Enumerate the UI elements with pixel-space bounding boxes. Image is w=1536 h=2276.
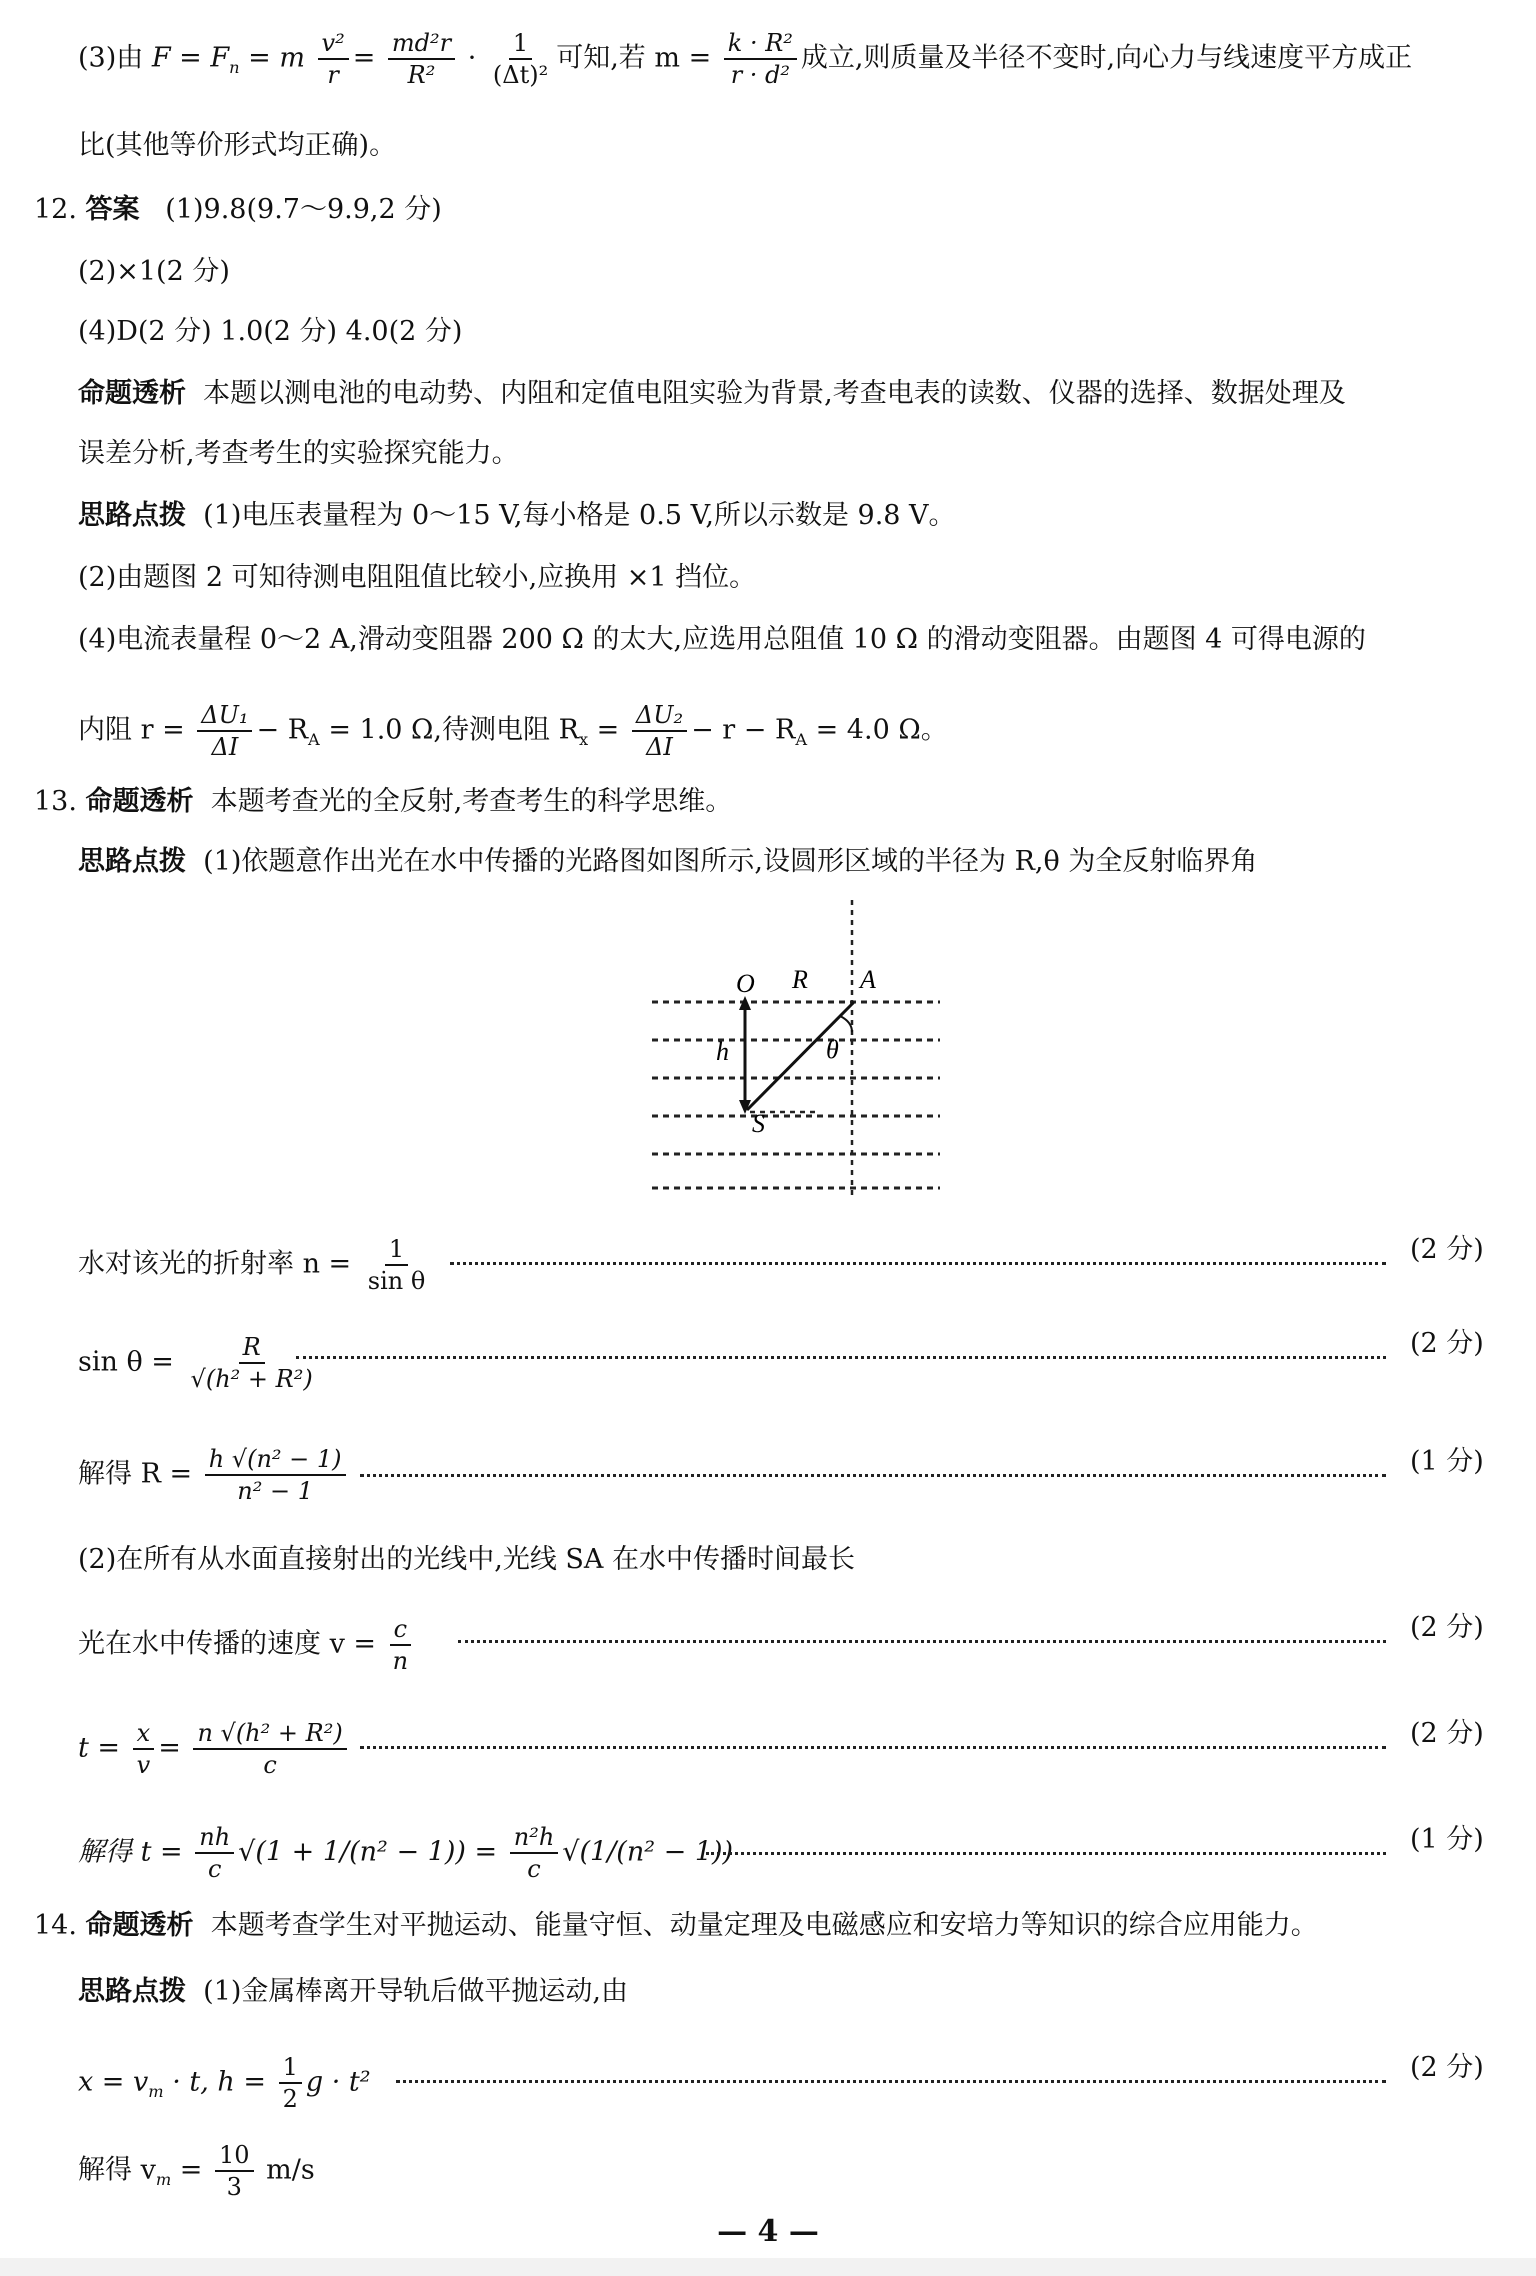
q14-hint-1 [78,1974,628,2010]
text: F = F [151,42,230,74]
answer-label: 答案 [85,194,140,225]
denominator: √(h² + R²) [190,1365,313,1393]
question-number: 14. [34,1910,77,1941]
q12-analysis-line2: 误差分析,考查考生的实验探究能力。 [78,438,519,469]
q13-eq-time [78,1718,351,1780]
q13-eq-refractive-index [78,1234,433,1296]
q12-hint-4-formula [78,700,948,762]
analysis-text: 本题考查学生对平抛运动、能量守恒、动量定理及电磁感应和安培力等知识的综合应用能力。 [210,1910,1318,1941]
numerator: 1 [509,28,532,60]
fraction [205,1444,346,1506]
denominator: c [207,1855,222,1883]
angle-arc [840,1016,852,1032]
fraction [724,28,797,90]
subscript: A [308,729,320,749]
text: t = [78,1732,121,1764]
numerator: n²h [510,1822,559,1854]
numerator: k · R² [724,28,797,60]
analysis-label: 命题透析 [78,378,186,409]
numerator: v² [318,28,349,60]
radical: √(1/(n² − 1)) [562,1836,734,1868]
answer-part1: (1)9.8(9.7～9.9,2 分) [165,194,442,225]
q12-hint-4: (4)电流表量程 0～2 A,滑动变阻器 200 Ω 的太大,应选用总阻值 10 Ω 的滑动变阻器。由题图 4 可得电源的 [78,624,1366,655]
water-layer-lines [652,1002,940,1188]
dotted-leader [360,1746,1386,1749]
denominator: 3 [226,2173,242,2201]
q12-hint-2: (2)由题图 2 可知待测电阻阻值比较小,应换用 ×1 挡位。 [78,562,757,593]
q14-analysis [34,1908,1318,1944]
text: − r − R [691,714,796,746]
text: 解得 t = [78,1836,183,1868]
denominator: r [327,61,339,89]
denominator: n [392,1647,409,1675]
denominator: n² − 1 [237,1477,313,1505]
fraction [187,1332,317,1394]
dotted-leader [458,1640,1386,1643]
denominator: R² [407,61,436,89]
hint-text: (1)依题意作出光在水中传播的光路图如图所示,设圆形区域的半径为 R,θ 为全反射临界角 [203,846,1258,877]
text: = [158,1732,181,1764]
dotted-leader [296,1356,1386,1359]
numerator: h √(n² − 1) [205,1444,346,1476]
subscript: m [155,2169,172,2189]
denominator: v [136,1751,151,1779]
q14-eq-solve-vm [78,2140,315,2202]
hint-text: (1)金属棒离开导轨后做平抛运动,由 [203,1976,628,2007]
question-number: 13. [34,786,77,817]
text: = m [239,42,305,74]
denominator: ΔI [646,733,673,761]
denominator: 2 [282,2085,298,2113]
numerator: ΔU₂ [632,700,687,732]
text: · t, h = [163,2066,266,2098]
fraction [197,700,252,762]
analysis-text: 本题考查光的全反射,考查考生的科学思维。 [210,786,733,817]
q12-answer-part2: (2)×1(2 分) [78,256,230,287]
label-S: S [752,1109,765,1138]
text: − R [256,714,309,746]
page-bottom-strip [0,2258,1536,2276]
text: · [459,42,485,74]
q12-answer-part4: (4)D(2 分) 1.0(2 分) 4.0(2 分) [78,316,463,347]
dotted-leader [360,1474,1386,1477]
fraction [318,28,349,90]
q13-eq-sin-theta [78,1332,321,1394]
denominator: r · d² [730,61,791,89]
fraction [133,1718,155,1780]
question-number: 12. [34,194,77,225]
q13-hint-1 [78,844,1257,880]
text: x = v [78,2066,149,2098]
subscript: n [229,57,240,77]
q13-eq-speed [78,1614,416,1676]
fraction [632,700,687,762]
text: = [474,1836,498,1868]
fraction [510,1822,559,1884]
text: 解得 v [78,2154,156,2186]
numerator: 10 [215,2140,254,2172]
text: m/s [257,2154,315,2186]
score: (2 分) [1410,1718,1484,1749]
q13-analysis [34,784,732,820]
text: 水对该光的折射率 n = [78,1248,352,1280]
numerator: nh [195,1822,234,1854]
fraction [489,28,552,90]
hint-label: 思路点拨 [78,846,186,877]
numerator: n √(h² + R²) [193,1718,346,1750]
score: (2 分) [1410,1234,1484,1265]
score: (2 分) [1410,2052,1484,2083]
text: 成立,则质量及半径不变时,向心力与线速度平方成正 [800,42,1413,74]
denominator: (Δt)² [492,61,549,89]
q11-part3-line2: 比(其他等价形式均正确)。 [78,130,397,161]
text: 内阻 r = [78,714,185,746]
light-path-diagram [640,900,960,1200]
score: (2 分) [1410,1612,1484,1643]
analysis-label: 命题透析 [85,1910,194,1941]
fraction [215,2140,254,2202]
numerator: ΔU₁ [197,700,252,732]
score: (1 分) [1410,1824,1484,1855]
q11-part3-line1: (3)由 $F = F_n = m$ $\frac{\text{v²}}{r}$ = $\frac{\text{md²r}}{\text{R²}}$ · $\frac{1}{\text{(Δt)²}}$ 可知,若 m = $\frac{\text{k · R²}}{\text{r · d²}}$ 成立,则质量及半径不变时,向心力与线速度平方成正 [78,29,1413,89]
denominator: c [527,1855,541,1883]
subscript: m [148,2081,164,2101]
q13-eq-solve-t [78,1822,733,1884]
numerator: 1 [385,1234,408,1266]
denominator: sin θ [367,1267,426,1295]
score: (2 分) [1410,1328,1484,1359]
text: = [171,2154,203,2186]
q12-hint-1 [78,498,956,534]
text: = 4.0 Ω。 [807,714,948,746]
label-A: A [860,965,876,994]
denominator: ΔI [211,733,239,761]
subscript: A [795,729,808,749]
text: 可知,若 m = [556,42,712,74]
page-number: — 4 — [717,2214,819,2249]
label-h: h [716,1037,729,1066]
label-R: R [792,965,808,994]
analysis-text: 本题以测电池的电动势、内阻和定值电阻实验为背景,考查电表的读数、仪器的选择、数据处理及 [203,378,1346,409]
dotted-leader [706,1852,1386,1855]
label-O: O [736,969,755,998]
q13-eq-solve-R [78,1444,350,1506]
denominator: c [263,1751,277,1779]
fraction [279,2052,302,2114]
fraction [193,1718,346,1780]
q14-eq-projectile [78,2052,371,2114]
text: = 1.0 Ω,待测电阻 R [319,714,579,746]
fraction [389,1614,412,1676]
text: g · t² [305,2066,371,2098]
text: 光在水中传播的速度 v = [78,1628,377,1660]
hint-label: 思路点拨 [78,1976,186,2007]
numerator: md²r [388,28,455,60]
radical: √(1 + 1/(n² − 1)) [238,1836,466,1868]
numerator: 1 [279,2052,302,2084]
numerator: c [390,1614,411,1646]
label-theta: θ [826,1035,839,1064]
fraction [364,1234,430,1296]
text: (3)由 [78,42,152,74]
fraction [388,28,455,90]
dotted-leader [450,1262,1386,1265]
q12-answer-line [34,192,442,228]
q12-analysis [78,376,1346,412]
hint-text: (1)电压表量程为 0～15 V,每小格是 0.5 V,所以示数是 9.8 V。 [203,500,956,531]
text: = [588,714,620,746]
hint-label: 思路点拨 [78,500,186,531]
text: sin θ = [78,1346,174,1378]
q13-part2: (2)在所有从水面直接射出的光线中,光线 SA 在水中传播时间最长 [78,1544,855,1575]
subscript: x [578,729,589,749]
score: (1 分) [1410,1446,1484,1477]
numerator: R [239,1332,265,1364]
numerator: x [133,1718,155,1750]
text: 解得 R = [78,1458,193,1490]
dotted-leader [396,2080,1386,2083]
fraction [195,1822,234,1884]
analysis-label: 命题透析 [85,786,194,817]
